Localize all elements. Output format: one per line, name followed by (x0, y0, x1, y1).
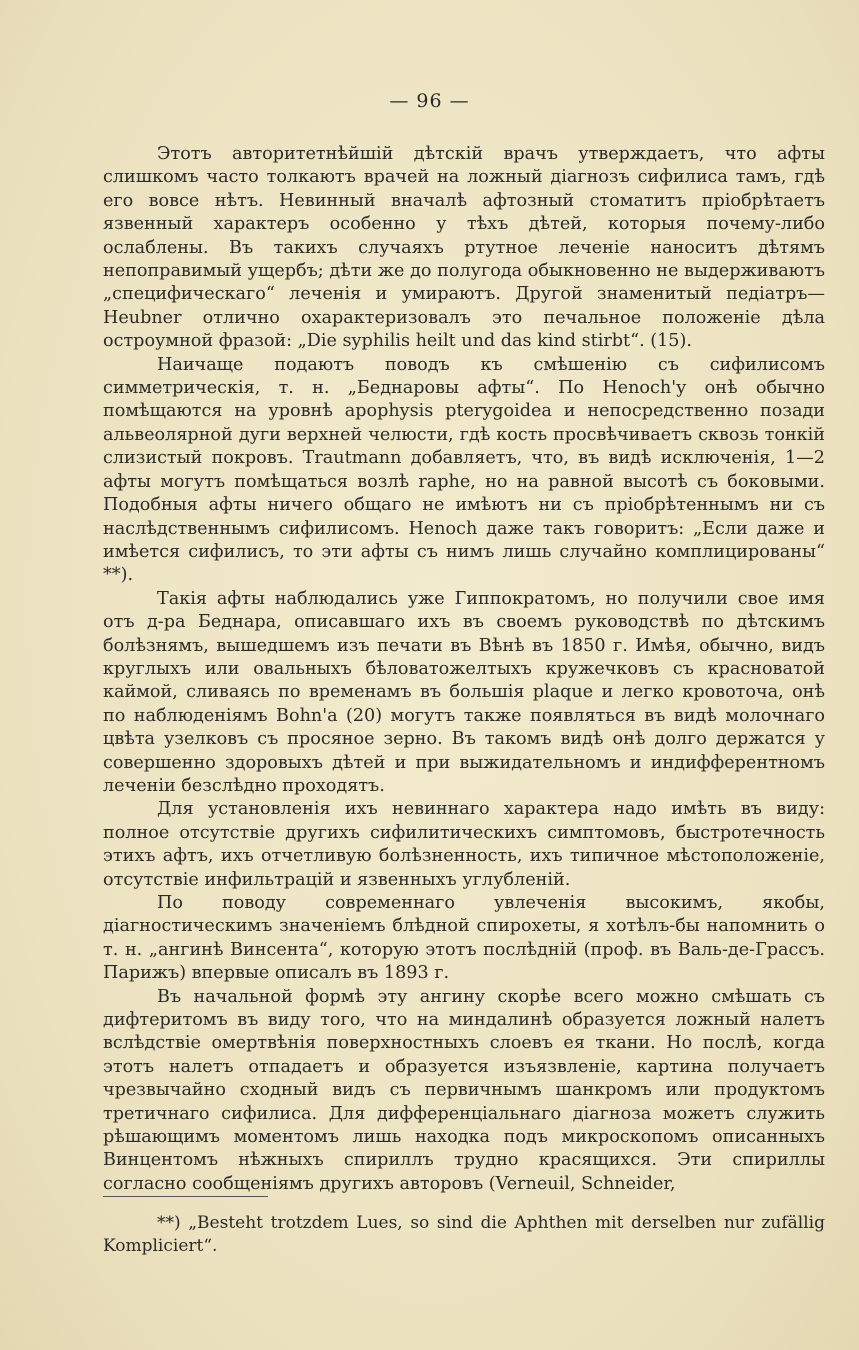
footnote-separator (103, 1196, 268, 1197)
paragraph-4: Для установленія ихъ невиннаго характера надо имѣть въ виду: полное отсутствіе другихъ сифилитическихъ симптомовъ, быстротечность этихъ афтъ, ихъ отчетливую болѣзненность, ихъ типичное мѣстоположеніе, отсутствіе инфильтрацій и язвенныхъ углубленій. (103, 799, 825, 890)
paragraph-2: Наичаще подаютъ поводъ къ смѣшенію съ сифилисомъ симметрическія, т. н. „Беднаровы афты“. По Henoch'у онѣ обычно помѣщаются на уровнѣ apophysis pterygoidea и непосредственно позади альвеолярной дуги верхней челюсти, гдѣ кость просвѣчиваетъ сквозь тонкій слизистый покровъ. Trautmann добавляетъ, что, въ видѣ исключенія, 1—2 афты могутъ помѣщаться возлѣ raphe, но на равной высотѣ съ боковыми. Подобныя афты ничего общаго не имѣютъ ни съ пріобрѣтеннымъ ни съ наслѣдственнымъ сифилисомъ. Henoch даже такъ говоритъ: „Если даже и имѣется сифилисъ, то эти афты съ нимъ лишь случайно комплицированы“ **). (103, 354, 825, 586)
page-number: — 96 — (389, 90, 470, 112)
body-text (103, 143, 825, 1196)
footnote (103, 1212, 825, 1257)
paragraph-3: Такія афты наблюдались уже Гиппократомъ, но получили свое имя отъ д-ра Беднара, описавшаго ихъ въ своемъ руководствѣ по дѣтскимъ болѣзнямъ, вышедшемъ изъ печати въ Вѣнѣ въ 1850 г. Имѣя, обычно, видъ круглыхъ или овальныхъ бѣловатожелтыхъ кружечковъ съ красноватой каймой, сливаясь по временамъ въ большія plaque и легко кровоточа, онѣ по наблюденіямъ Bohn'a (20) могутъ также появляться въ видѣ молочнаго цвѣта узелковъ съ просяное зерно. Въ такомъ видѣ онѣ долго держатся у совершенно здоровыхъ дѣтей и при выжидательномъ и индифферентномъ леченіи безслѣдно проходятъ. (103, 588, 825, 796)
paragraph-5: По поводу современнаго увлеченія высокимъ, якобы, діагностическимъ значеніемъ блѣдной спирохеты, я хотѣлъ-бы напомнить о т. н. „ангинѣ Винсента“, которую этотъ послѣдній (проф. въ Валь-де-Грассъ. Парижъ) впервые описалъ въ 1893 г. (103, 893, 825, 984)
paragraph-6: Въ начальной формѣ эту ангину скорѣе всего можно смѣшать съ дифтеритомъ въ виду того, что на миндалинѣ образуется ложный налетъ вслѣдствіе омертвѣнія поверхностныхъ слоевъ ея ткани. Но послѣ, когда этотъ налетъ отпадаетъ и образуется изъязвленіе, картина получаетъ чрезвычайно сходный видъ съ первичнымъ шанкромъ или продуктомъ третичнаго сифилиса. Для дифференціальнаго діагноза можетъ служить рѣшающимъ моментомъ лишь находка подъ микроскопомъ описанныхъ Винцентомъ нѣжныхъ спириллъ трудно красящихся. Эти спириллы согласно сообщеніямъ другихъ авторовъ (Verneuil, Schneider, (103, 986, 825, 1194)
paragraph-1: Этотъ авторитетнѣйшій дѣтскій врачъ утверждаетъ, что афты слишкомъ часто толкаютъ врачей на ложный діагнозъ сифилиса тамъ, гдѣ его вовсе нѣтъ. Невинный вначалѣ афтозный стоматитъ пріобрѣтаетъ язвенный характеръ особенно у тѣхъ дѣтей, которыя почему-либо ослаблены. Въ такихъ случаяхъ ртутное леченіе наноситъ дѣтямъ непоправимый ущербъ; дѣти же до полугода обыкновенно не выдерживаютъ „специфическаго“ леченія и умираютъ. Другой знаменитый педіатръ—Heubner отлично охарактеризовалъ это печальное положеніе дѣла остроумной фразой: „Die syphilis heilt und das kind stirbt“. (15). (103, 144, 825, 352)
footnote-text: **) „Besteht trotzdem Lues, so sind die Aphthen mit derselben nur zufällig Kompliciert“. (103, 1213, 825, 1256)
